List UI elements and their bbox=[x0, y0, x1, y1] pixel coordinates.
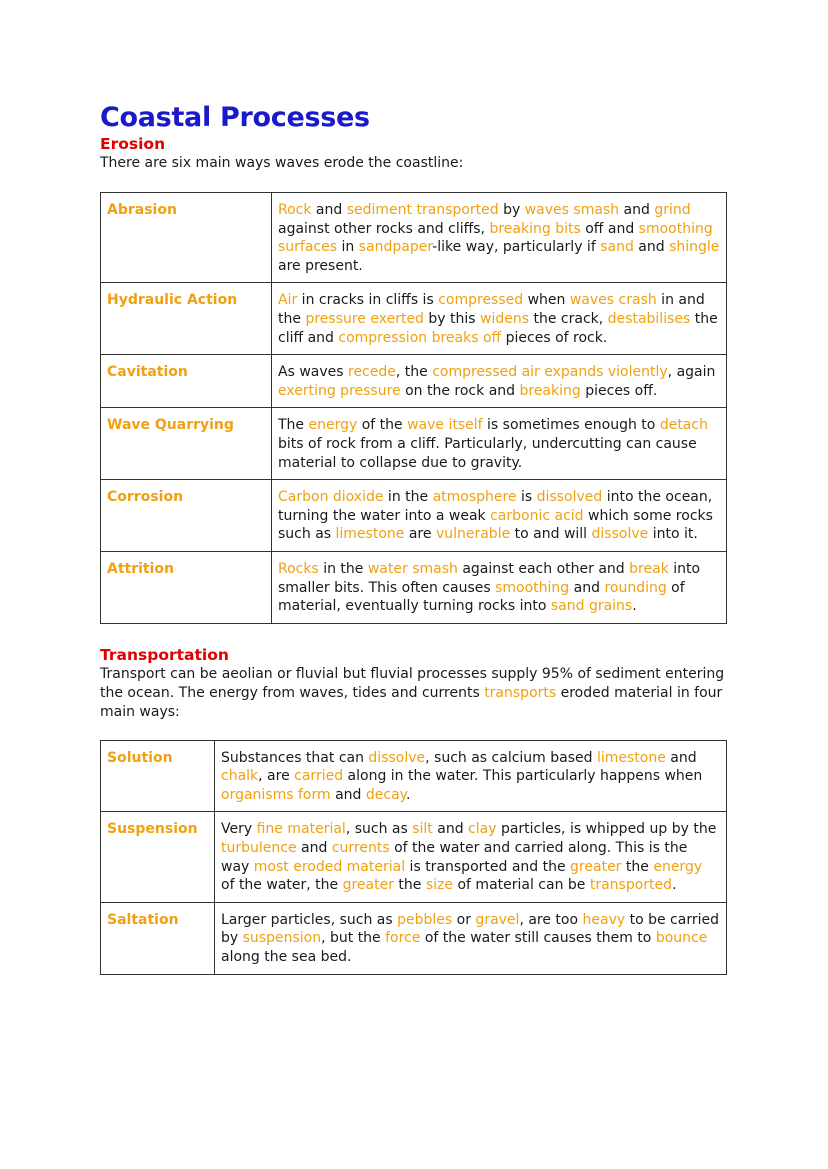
description-text: , such as bbox=[345, 821, 413, 838]
description-text: Larger particles, such as bbox=[221, 911, 398, 928]
highlighted-term: sand bbox=[600, 239, 634, 256]
highlighted-term: dissolve bbox=[591, 526, 649, 543]
highlighted-term: energy bbox=[308, 417, 358, 434]
table-row bbox=[101, 812, 727, 902]
highlighted-term: transports bbox=[484, 684, 557, 701]
description-text: by this bbox=[423, 310, 481, 327]
highlighted-term: widens bbox=[480, 310, 530, 327]
highlighted-term: detach bbox=[659, 417, 708, 434]
description-text: and bbox=[633, 239, 670, 256]
highlighted-term: Rocks bbox=[278, 560, 319, 577]
highlighted-term: greater bbox=[342, 877, 394, 894]
description-text: of the bbox=[357, 417, 408, 434]
section-heading-transportation: Transportation bbox=[100, 645, 229, 664]
highlighted-term: recede bbox=[348, 364, 396, 381]
description-text: in the bbox=[383, 489, 433, 506]
description-text: particles, is whipped up by the bbox=[496, 821, 717, 838]
highlighted-term: dissolved bbox=[536, 489, 603, 506]
highlighted-term: energy bbox=[653, 858, 703, 875]
description-text: in bbox=[337, 239, 359, 256]
description-text: along in the water. This particularly happens when bbox=[343, 768, 703, 785]
highlighted-term: bounce bbox=[655, 930, 708, 947]
description-text: Very bbox=[221, 821, 257, 838]
table-row bbox=[101, 283, 727, 355]
description-text: the bbox=[393, 877, 426, 894]
highlighted-term: pressure exerted bbox=[305, 310, 424, 327]
highlighted-term: break bbox=[629, 560, 669, 577]
description-text: Substances that can bbox=[221, 749, 369, 766]
highlighted-term: breaking bits bbox=[489, 220, 581, 237]
description-text: against each other and bbox=[457, 560, 630, 577]
highlighted-term: breaking bbox=[519, 382, 581, 399]
description-text: to and will bbox=[510, 526, 592, 543]
description-text: off and bbox=[580, 220, 639, 237]
description-text: and bbox=[569, 579, 605, 596]
description-text: which some rocks such as bbox=[278, 507, 713, 543]
description-text: and bbox=[619, 202, 655, 218]
description-text: into it. bbox=[648, 526, 698, 543]
description-text: pieces of rock. bbox=[501, 329, 608, 346]
erosion-intro: There are six main ways waves erode the coastline: bbox=[100, 155, 464, 171]
highlighted-term: compressed bbox=[438, 292, 524, 309]
description-text: of material can be bbox=[453, 877, 590, 894]
process-term: Suspension bbox=[101, 812, 215, 902]
description-text: and bbox=[330, 786, 366, 803]
description-text: , again bbox=[667, 364, 716, 381]
description-text: when bbox=[523, 292, 570, 309]
process-term: Wave Quarrying bbox=[101, 408, 272, 480]
description-text: and bbox=[296, 840, 332, 857]
highlighted-term: Carbon dioxide bbox=[278, 489, 384, 506]
table-row bbox=[101, 408, 727, 480]
description-text: the crack, bbox=[529, 310, 608, 327]
description-text: into the ocean, turning the water into a weak bbox=[278, 489, 713, 524]
process-description bbox=[272, 480, 727, 552]
process-term: Hydraulic Action bbox=[101, 283, 272, 355]
table-row bbox=[101, 551, 727, 623]
highlighted-term: most eroded material bbox=[253, 858, 406, 875]
description-text: is bbox=[516, 489, 537, 506]
highlighted-term: compression breaks off bbox=[338, 329, 502, 346]
description-text: , are too bbox=[519, 911, 583, 928]
description-text: , but the bbox=[321, 930, 386, 947]
page-title: Coastal Processes bbox=[100, 102, 370, 133]
table-row bbox=[101, 902, 727, 974]
highlighted-term: turbulence bbox=[221, 840, 297, 857]
description-text: the bbox=[621, 858, 654, 875]
table-row bbox=[101, 355, 727, 408]
highlighted-term: transported bbox=[589, 877, 673, 894]
description-text: bits of rock from a cliff. Particularly, undercutting can cause material to collapse due to gravity. bbox=[278, 435, 697, 471]
highlighted-term: vulnerable bbox=[435, 526, 511, 543]
description-text: . bbox=[405, 786, 411, 803]
description-text: and bbox=[311, 202, 347, 218]
process-description bbox=[272, 283, 727, 355]
highlighted-term: rounding bbox=[604, 579, 667, 596]
highlighted-term: fine material bbox=[256, 821, 346, 838]
highlighted-term: limestone bbox=[335, 526, 405, 543]
description-text: of the water, the bbox=[221, 877, 343, 894]
highlighted-term: atmosphere bbox=[432, 489, 517, 506]
description-text: of the water and carried along. This is the way bbox=[221, 840, 688, 875]
process-description bbox=[215, 902, 727, 974]
highlighted-term: dissolve bbox=[368, 749, 426, 766]
document-page bbox=[100, 102, 728, 975]
highlighted-term: gravel bbox=[475, 911, 520, 928]
highlighted-term: waves smash bbox=[524, 202, 620, 218]
description-text: pieces off. bbox=[580, 382, 658, 399]
description-text: into smaller bits. This often causes bbox=[278, 560, 701, 596]
description-text: or bbox=[452, 911, 476, 928]
description-text: , the bbox=[395, 364, 433, 381]
description-text: Transport can be aeolian or fluvial but fluvial processes supply 95% of sediment entering the ocean. The energy from waves, tides and currents bbox=[100, 665, 725, 701]
highlighted-term: grind bbox=[654, 202, 691, 218]
erosion-table bbox=[100, 192, 727, 624]
description-text: is sometimes enough to bbox=[482, 417, 660, 434]
highlighted-term: carried bbox=[294, 768, 344, 785]
process-description bbox=[215, 812, 727, 902]
description-text: are bbox=[404, 526, 436, 543]
highlighted-term: Rock bbox=[278, 202, 312, 218]
process-description bbox=[272, 408, 727, 480]
highlighted-term: sediment transported bbox=[346, 202, 499, 218]
transportation-intro bbox=[100, 665, 728, 722]
highlighted-term: force bbox=[385, 930, 421, 947]
highlighted-term: wave itself bbox=[407, 417, 483, 434]
description-text: are present. bbox=[278, 257, 363, 274]
highlighted-term: water smash bbox=[367, 560, 458, 577]
description-text: eroded material in four main ways: bbox=[100, 684, 723, 720]
description-text: is transported and the bbox=[405, 858, 571, 875]
process-description bbox=[215, 740, 727, 812]
description-text: . bbox=[632, 598, 637, 615]
highlighted-term: limestone bbox=[596, 749, 666, 766]
table-row bbox=[101, 740, 727, 812]
highlighted-term: destabilises bbox=[607, 310, 691, 327]
description-text: , are bbox=[258, 768, 295, 785]
highlighted-term: suspension bbox=[242, 930, 322, 947]
process-description bbox=[272, 193, 727, 283]
highlighted-term: pebbles bbox=[397, 911, 453, 928]
highlighted-term: smoothing surfaces bbox=[278, 220, 713, 256]
highlighted-term: sandpaper bbox=[358, 239, 433, 256]
description-text: by bbox=[498, 202, 525, 218]
section-heading-erosion: Erosion bbox=[100, 135, 166, 153]
description-text: to be carried by bbox=[221, 911, 719, 947]
highlighted-term: waves crash bbox=[569, 292, 657, 309]
table-row bbox=[101, 193, 727, 283]
process-term: Saltation bbox=[101, 902, 215, 974]
process-term: Cavitation bbox=[101, 355, 272, 408]
process-term: Attrition bbox=[101, 551, 272, 623]
transportation-table bbox=[100, 740, 727, 975]
description-text: -like way, particularly if bbox=[432, 239, 601, 256]
description-text: of the water still causes them to bbox=[420, 930, 656, 947]
description-text: in the bbox=[318, 560, 368, 577]
process-term: Corrosion bbox=[101, 480, 272, 552]
highlighted-term: silt bbox=[412, 821, 433, 838]
description-text: The bbox=[278, 417, 309, 434]
description-text: and bbox=[432, 821, 469, 838]
highlighted-term: sand grains bbox=[550, 598, 633, 615]
description-text: in cracks in cliffs is bbox=[297, 292, 439, 309]
process-term: Abrasion bbox=[101, 193, 272, 283]
highlighted-term: heavy bbox=[582, 911, 626, 928]
description-text: and bbox=[665, 749, 697, 766]
highlighted-term: chalk bbox=[221, 768, 259, 785]
highlighted-term: exerting pressure bbox=[278, 382, 401, 399]
highlighted-term: organisms form bbox=[221, 786, 331, 803]
description-text: in and the bbox=[278, 292, 705, 327]
description-text: against other rocks and cliffs, bbox=[278, 220, 490, 237]
highlighted-term: carbonic acid bbox=[490, 507, 584, 524]
process-description bbox=[272, 355, 727, 408]
description-text: . bbox=[672, 877, 677, 894]
highlighted-term: shingle bbox=[669, 239, 720, 256]
description-text: along the sea bed. bbox=[221, 949, 352, 966]
highlighted-term: smoothing bbox=[495, 579, 570, 596]
highlighted-term: currents bbox=[331, 840, 390, 857]
description-text: the cliff and bbox=[278, 310, 718, 346]
highlighted-term: decay bbox=[365, 786, 406, 803]
process-description bbox=[272, 551, 727, 623]
description-text: of material, eventually turning rocks into bbox=[278, 579, 685, 615]
highlighted-term: size bbox=[425, 877, 454, 894]
highlighted-term: compressed air expands violently bbox=[432, 364, 668, 381]
process-term: Solution bbox=[101, 740, 215, 812]
highlighted-term: clay bbox=[468, 821, 497, 838]
highlighted-term: greater bbox=[570, 858, 622, 875]
table-row bbox=[101, 480, 727, 552]
description-text: on the rock and bbox=[400, 382, 520, 399]
description-text: As waves bbox=[278, 364, 348, 381]
description-text: , such as calcium based bbox=[425, 749, 597, 766]
highlighted-term: Air bbox=[278, 292, 298, 309]
